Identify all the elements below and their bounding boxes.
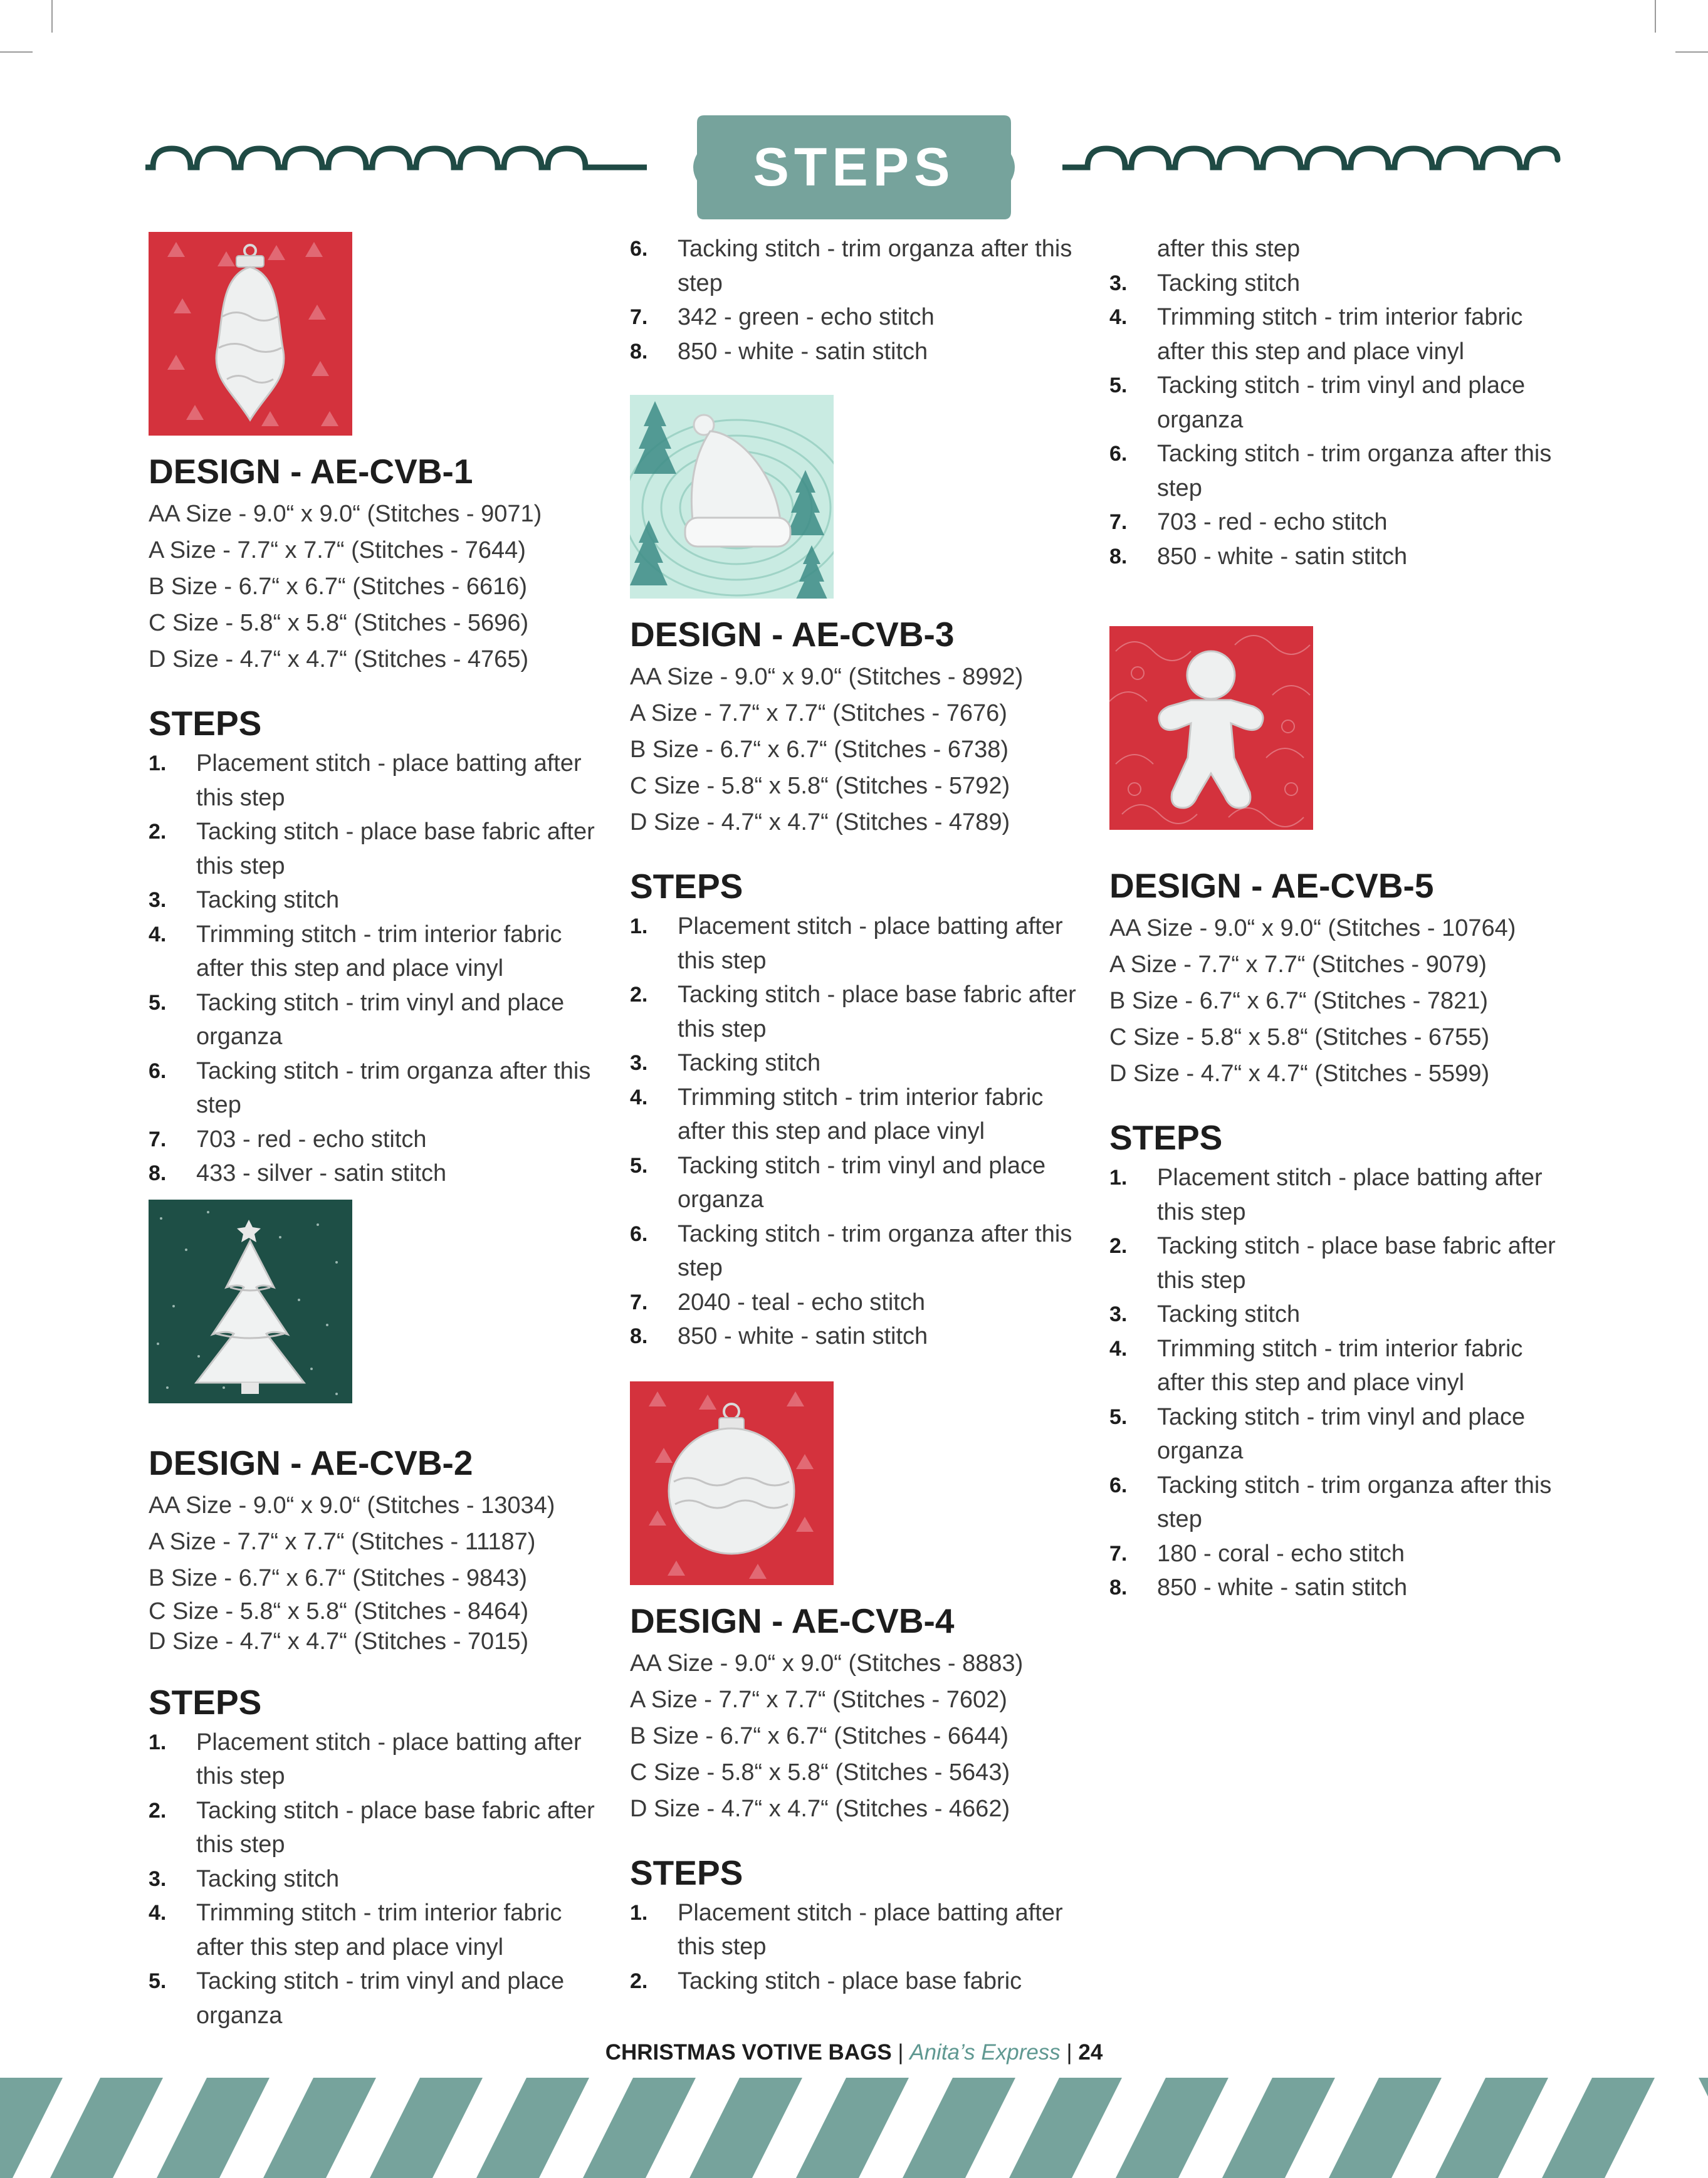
step-item: 2. Tacking stitch - place base fabric after this step: [149, 819, 595, 879]
design-image-ae-cvb-5: [1109, 626, 1313, 830]
size-line: C Size - 5.8“ x 5.8“ (Stitches - 6755): [1109, 1024, 1490, 1050]
design-title: DESIGN - AE-CVB-4: [630, 1601, 955, 1640]
size-line: C Size - 5.8“ x 5.8“ (Stitches - 5643): [630, 1759, 1010, 1786]
page-footer: [0, 2040, 1708, 2065]
page-heading: STEPS: [753, 137, 955, 197]
step-item: 7. 180 - coral - echo stitch: [1109, 1540, 1405, 1567]
size-line: AA Size - 9.0“ x 9.0“ (Stitches - 8883): [630, 1650, 1024, 1677]
size-line: D Size - 4.7“ x 4.7“ (Stitches - 4789): [630, 809, 1010, 835]
christmas-tree-icon: [149, 1200, 352, 1403]
size-line: C Size - 5.8“ x 5.8“ (Stitches - 8464): [149, 1598, 529, 1625]
santa-hat-icon: [630, 395, 834, 599]
steps-heading: STEPS: [149, 1682, 262, 1722]
step-item: 7. 2040 - teal - echo stitch: [630, 1289, 925, 1316]
step-item: 2. Tacking stitch - place base fabric after this step: [1109, 1233, 1556, 1294]
size-line: AA Size - 9.0“ x 9.0“ (Stitches - 8992): [630, 664, 1024, 690]
footer-separator: |: [898, 2040, 904, 2065]
crop-mark: [1675, 51, 1708, 53]
column-2: [630, 232, 1076, 1998]
step-item: 1. Placement stitch - place batting after this step: [149, 1729, 582, 1789]
steps-heading: STEPS: [1109, 1118, 1223, 1157]
step-item: 5. Tacking stitch - trim vinyl and place organza: [1109, 372, 1526, 433]
step-item: 4. Trimming stitch - trim interior fabric after this step and place vinyl: [149, 1900, 562, 1961]
size-line: A Size - 7.7“ x 7.7“ (Stitches - 7602): [630, 1686, 1007, 1713]
size-line: B Size - 6.7“ x 6.7“ (Stitches - 9843): [149, 1564, 528, 1591]
crop-mark: [0, 51, 33, 53]
size-line: B Size - 6.7“ x 6.7“ (Stitches - 6644): [630, 1722, 1009, 1749]
footer-separator: |: [1066, 2040, 1072, 2065]
step-item: 6. Tacking stitch - trim organza after this step: [1109, 1472, 1552, 1532]
step-item: 1. Placement stitch - place batting after this step: [1109, 1165, 1543, 1225]
column-1: [149, 232, 595, 2033]
step-item: 4. Trimming stitch - trim interior fabric after this step and place vinyl: [149, 921, 562, 982]
step-item: 8. 850 - white - satin stitch: [1109, 543, 1408, 570]
steps-list: [630, 1896, 1063, 1999]
size-line: D Size - 4.7“ x 4.7“ (Stitches - 4765): [149, 646, 529, 673]
step-item: 3. Tacking stitch: [1109, 1301, 1301, 1327]
diagonal-stripe-border: [0, 2078, 1708, 2178]
ornament-ball-icon: [630, 1381, 834, 1585]
step-item: 3. Tacking stitch: [149, 887, 340, 913]
scallop-border-left: [145, 141, 647, 179]
step-item: 1. Placement stitch - place batting after this step: [630, 1899, 1063, 1960]
step-item: 5. Tacking stitch - trim vinyl and place organza: [149, 989, 565, 1050]
step-item: 3. Tacking stitch: [1109, 270, 1301, 296]
step-item: 2. Tacking stitch - place base fabric after this step: [630, 982, 1076, 1042]
size-line: C Size - 5.8“ x 5.8“ (Stitches - 5792): [630, 773, 1010, 799]
step-item: 6. Tacking stitch - trim organza after this step: [1109, 441, 1552, 501]
column-3: [1109, 232, 1556, 1605]
steps-heading: STEPS: [630, 867, 743, 906]
scallop-border-right: [1062, 141, 1564, 179]
step-item: 3. Tacking stitch: [630, 1050, 821, 1076]
step-item: 4. Trimming stitch - trim interior fabric after this step and place vinyl: [1109, 304, 1523, 365]
steps-list: [149, 746, 595, 1191]
steps-list-continued: [1109, 266, 1552, 574]
size-line: AA Size - 9.0“ x 9.0“ (Stitches - 10764): [1109, 915, 1516, 941]
step-continuation: after this step: [1157, 236, 1301, 262]
gingerbread-man-icon: [1109, 626, 1313, 830]
step-item: 2. Tacking stitch - place base fabric after this step: [149, 1797, 595, 1858]
size-line: B Size - 6.7“ x 6.7“ (Stitches - 6738): [630, 736, 1009, 763]
design-image-ae-cvb-1: [149, 232, 352, 436]
design-title: DESIGN - AE-CVB-2: [149, 1443, 473, 1482]
crop-mark: [1655, 0, 1656, 33]
size-line: C Size - 5.8“ x 5.8“ (Stitches - 5696): [149, 610, 529, 636]
size-line: D Size - 4.7“ x 4.7“ (Stitches - 7015): [149, 1628, 529, 1655]
design-title: DESIGN - AE-CVB-1: [149, 452, 473, 491]
design-image-ae-cvb-4: [630, 1381, 834, 1585]
steps-list: [149, 1725, 595, 2033]
crop-mark: [51, 0, 53, 33]
footer-brand: Anita’s Express: [909, 2040, 1061, 2065]
design-image-ae-cvb-3: [630, 395, 834, 599]
size-line: A Size - 7.7“ x 7.7“ (Stitches - 9079): [1109, 951, 1487, 978]
step-item: 7. 703 - red - echo stitch: [149, 1126, 427, 1153]
step-item: 6. Tacking stitch - trim organza after this step: [630, 1220, 1072, 1281]
step-item: 1. Placement stitch - place batting after this step: [149, 750, 582, 811]
step-item: 6. Tacking stitch - trim organza after this step: [149, 1057, 591, 1118]
size-line: A Size - 7.7“ x 7.7“ (Stitches - 11187): [149, 1528, 536, 1555]
step-item: 1. Placement stitch - place batting after this step: [630, 913, 1063, 974]
step-item: 5. Tacking stitch - trim vinyl and place organza: [630, 1152, 1046, 1213]
step-item: 3. Tacking stitch: [149, 1865, 340, 1892]
design-title: DESIGN - AE-CVB-5: [1109, 866, 1434, 905]
size-line: AA Size - 9.0“ x 9.0“ (Stitches - 9071): [149, 501, 542, 527]
footer-title: CHRISTMAS VOTIVE BAGS: [605, 2040, 892, 2065]
steps-list: [1109, 1161, 1556, 1605]
size-line: A Size - 7.7“ x 7.7“ (Stitches - 7644): [149, 537, 526, 563]
size-line: D Size - 4.7“ x 4.7“ (Stitches - 5599): [1109, 1060, 1490, 1087]
size-line: B Size - 6.7“ x 6.7“ (Stitches - 7821): [1109, 988, 1489, 1014]
steps-heading: STEPS: [630, 1853, 743, 1892]
page-number: 24: [1078, 2040, 1103, 2065]
size-line: B Size - 6.7“ x 6.7“ (Stitches - 6616): [149, 573, 528, 600]
step-item: 8. 850 - white - satin stitch: [1109, 1574, 1408, 1601]
step-item: 5. Tacking stitch - trim vinyl and place organza: [149, 1968, 565, 2029]
step-item: 8. 433 - silver - satin stitch: [149, 1160, 447, 1186]
step-item: 8. 850 - white - satin stitch: [630, 338, 928, 365]
step-item: 7. 342 - green - echo stitch: [630, 304, 935, 330]
design-image-ae-cvb-2: [149, 1200, 352, 1403]
steps-list: [630, 909, 1076, 1354]
steps-heading: STEPS: [149, 704, 262, 743]
step-item: 8. 850 - white - satin stitch: [630, 1323, 928, 1349]
size-line: D Size - 4.7“ x 4.7“ (Stitches - 4662): [630, 1795, 1010, 1822]
step-item: 2. Tacking stitch - place base fabric: [630, 1967, 1022, 1994]
size-line: AA Size - 9.0“ x 9.0“ (Stitches - 13034): [149, 1492, 555, 1519]
design-title: DESIGN - AE-CVB-3: [630, 615, 955, 654]
size-line: A Size - 7.7“ x 7.7“ (Stitches - 7676): [630, 700, 1007, 726]
ornament-teardrop-icon: [149, 232, 352, 436]
step-item: 5. Tacking stitch - trim vinyl and place organza: [1109, 1403, 1526, 1464]
step-item: 6. Tacking stitch - trim organza after this step: [630, 236, 1072, 296]
steps-list-continued: [630, 232, 1072, 369]
step-item: 4. Trimming stitch - trim interior fabric after this step and place vinyl: [1109, 1335, 1523, 1396]
step-item: 4. Trimming stitch - trim interior fabric after this step and place vinyl: [630, 1084, 1044, 1144]
step-item: 7. 703 - red - echo stitch: [1109, 509, 1388, 535]
